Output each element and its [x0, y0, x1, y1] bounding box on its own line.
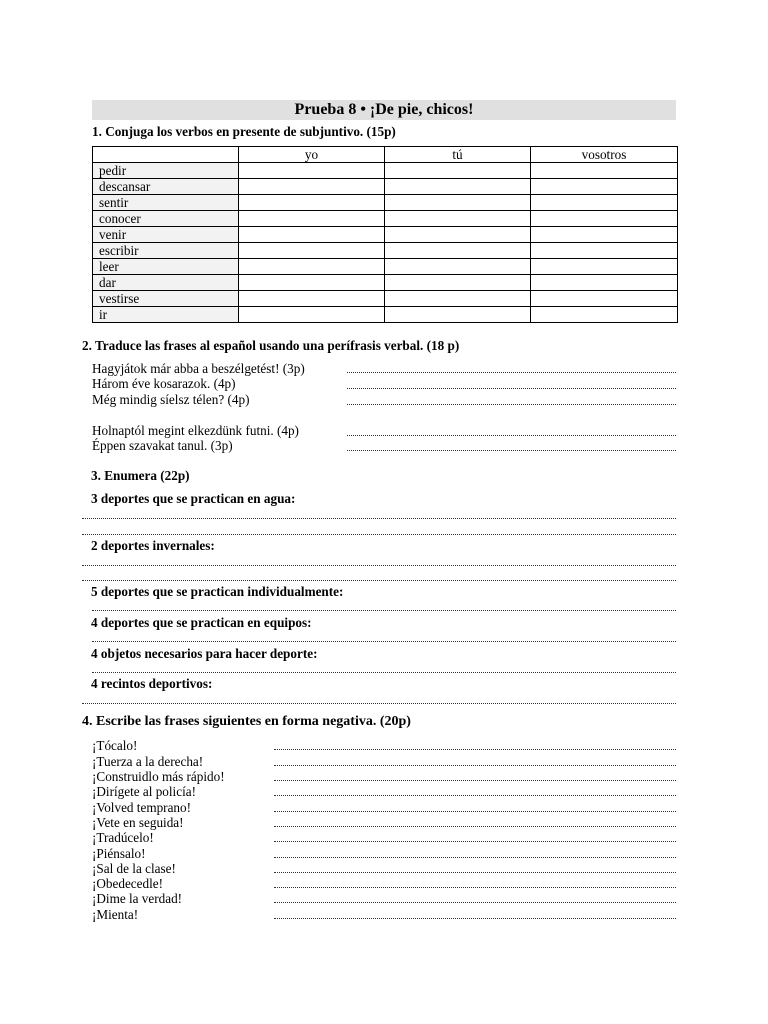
verb-cell: descansar — [93, 179, 239, 195]
negation-sentence: ¡Piénsalo! — [92, 846, 146, 861]
answer-cell[interactable] — [531, 243, 678, 259]
answer-cell[interactable] — [239, 211, 385, 227]
answer-cell[interactable] — [239, 163, 385, 179]
answer-cell[interactable] — [385, 243, 531, 259]
answer-cell[interactable] — [385, 291, 531, 307]
negation-sentence: ¡Vete en seguida! — [92, 815, 184, 830]
verb-cell: dar — [93, 275, 239, 291]
answer-line[interactable] — [92, 641, 676, 642]
negation-sentence: ¡Volved temprano! — [92, 800, 192, 815]
table-row — [93, 259, 678, 275]
enumerate-prompt: 4 objetos necesarios para hacer deporte: — [91, 646, 318, 661]
table-row — [93, 163, 678, 179]
negation-sentence: ¡Tuerza a la derecha! — [92, 754, 204, 769]
verb-cell: sentir — [93, 195, 239, 211]
answer-cell[interactable] — [239, 275, 385, 291]
enumerate-prompt: 5 deportes que se practican individualmente: — [91, 584, 344, 599]
translation-sentence: Három éve kosarazok. (4p) — [92, 376, 236, 391]
negation-sentence: ¡Tradúcelo! — [92, 830, 154, 845]
answer-cell[interactable] — [531, 259, 678, 275]
answer-cell[interactable] — [385, 275, 531, 291]
answer-cell[interactable] — [531, 291, 678, 307]
negation-sentence: ¡Tócalo! — [92, 738, 138, 753]
enumerate-prompt: 4 recintos deportivos: — [91, 676, 213, 691]
answer-cell[interactable] — [385, 307, 531, 323]
answer-cell[interactable] — [531, 307, 678, 323]
answer-line[interactable] — [82, 703, 676, 704]
table-row — [93, 195, 678, 211]
answer-cell[interactable] — [385, 227, 531, 243]
translation-sentence: Még mindig síelsz télen? (4p) — [92, 392, 250, 407]
answer-line[interactable] — [347, 404, 676, 405]
answer-line[interactable] — [274, 795, 676, 796]
conjugation-table — [92, 146, 678, 323]
verb-cell: venir — [93, 227, 239, 243]
negation-sentence: ¡Dime la verdad! — [92, 891, 183, 906]
section1-heading: 1. Conjuga los verbos en presente de subjuntivo. (15p) — [92, 124, 396, 139]
answer-line[interactable] — [92, 672, 676, 673]
answer-line[interactable] — [347, 450, 676, 451]
verb-cell: vestirse — [93, 291, 239, 307]
table-row — [93, 179, 678, 195]
answer-cell[interactable] — [239, 259, 385, 275]
table-row — [93, 243, 678, 259]
section4-heading: 4. Escribe las frases siguientes en forma negativa. (20p) — [82, 714, 411, 729]
answer-cell[interactable] — [385, 179, 531, 195]
enumerate-prompt: 3 deportes que se practican en agua: — [91, 491, 296, 506]
answer-cell[interactable] — [239, 227, 385, 243]
answer-cell[interactable] — [385, 163, 531, 179]
answer-line[interactable] — [274, 902, 676, 903]
enumerate-prompt: 2 deportes invernales: — [91, 538, 215, 553]
answer-cell[interactable] — [239, 307, 385, 323]
answer-line[interactable] — [82, 565, 676, 566]
answer-line[interactable] — [274, 749, 676, 750]
verb-cell: leer — [93, 259, 239, 275]
answer-line[interactable] — [274, 826, 676, 827]
enumerate-prompt: 4 deportes que se practican en equipos: — [91, 615, 312, 630]
negation-sentence: ¡Sal de la clase! — [92, 861, 176, 876]
answer-line[interactable] — [274, 765, 676, 766]
negation-sentence: ¡Mienta! — [92, 907, 139, 922]
translation-sentence: Hagyjátok már abba a beszélgetést! (3p) — [92, 361, 305, 376]
answer-cell[interactable] — [385, 211, 531, 227]
answer-cell[interactable] — [385, 259, 531, 275]
column-header-vosotros: vosotros — [531, 147, 678, 163]
answer-cell[interactable] — [531, 275, 678, 291]
verb-cell: ir — [93, 307, 239, 323]
table-row — [93, 211, 678, 227]
table-row — [93, 307, 678, 323]
answer-line[interactable] — [274, 918, 676, 919]
section3-heading: 3. Enumera (22p) — [91, 468, 190, 483]
answer-line[interactable] — [274, 780, 676, 781]
answer-cell[interactable] — [531, 179, 678, 195]
table-row — [93, 227, 678, 243]
answer-cell[interactable] — [239, 243, 385, 259]
answer-cell[interactable] — [531, 227, 678, 243]
answer-cell[interactable] — [239, 195, 385, 211]
answer-cell[interactable] — [531, 195, 678, 211]
answer-cell[interactable] — [531, 211, 678, 227]
verb-cell: escribir — [93, 243, 239, 259]
answer-line[interactable] — [347, 388, 676, 389]
answer-line[interactable] — [92, 610, 676, 611]
answer-line[interactable] — [82, 518, 676, 519]
verb-cell: conocer — [93, 211, 239, 227]
answer-line[interactable] — [82, 534, 676, 535]
table-header-row — [93, 147, 678, 163]
answer-line[interactable] — [274, 811, 676, 812]
negation-sentence: ¡Dirígete al policía! — [92, 784, 196, 799]
answer-line[interactable] — [274, 857, 676, 858]
answer-line[interactable] — [347, 435, 676, 436]
answer-line[interactable] — [274, 841, 676, 842]
table-row — [93, 291, 678, 307]
page-title: Prueba 8 • ¡De pie, chicos! — [92, 100, 676, 120]
answer-cell[interactable] — [239, 179, 385, 195]
translation-sentence: Holnaptól megint elkezdünk futni. (4p) — [92, 423, 299, 438]
answer-cell[interactable] — [239, 291, 385, 307]
negation-sentence: ¡Obedecedle! — [92, 876, 164, 891]
answer-line[interactable] — [274, 887, 676, 888]
verb-cell: pedir — [93, 163, 239, 179]
column-header — [93, 147, 239, 163]
answer-cell[interactable] — [531, 163, 678, 179]
table-row — [93, 275, 678, 291]
answer-line[interactable] — [274, 872, 676, 873]
section2-heading: 2. Traduce las frases al español usando una perífrasis verbal. (18 p) — [82, 338, 460, 353]
column-header-yo: yo — [239, 147, 385, 163]
translation-sentence: Éppen szavakat tanul. (3p) — [92, 438, 233, 453]
answer-line[interactable] — [347, 372, 676, 373]
column-header-tu: tú — [385, 147, 531, 163]
answer-line[interactable] — [82, 580, 676, 581]
answer-cell[interactable] — [385, 195, 531, 211]
negation-sentence: ¡Construidlo más rápido! — [92, 769, 225, 784]
